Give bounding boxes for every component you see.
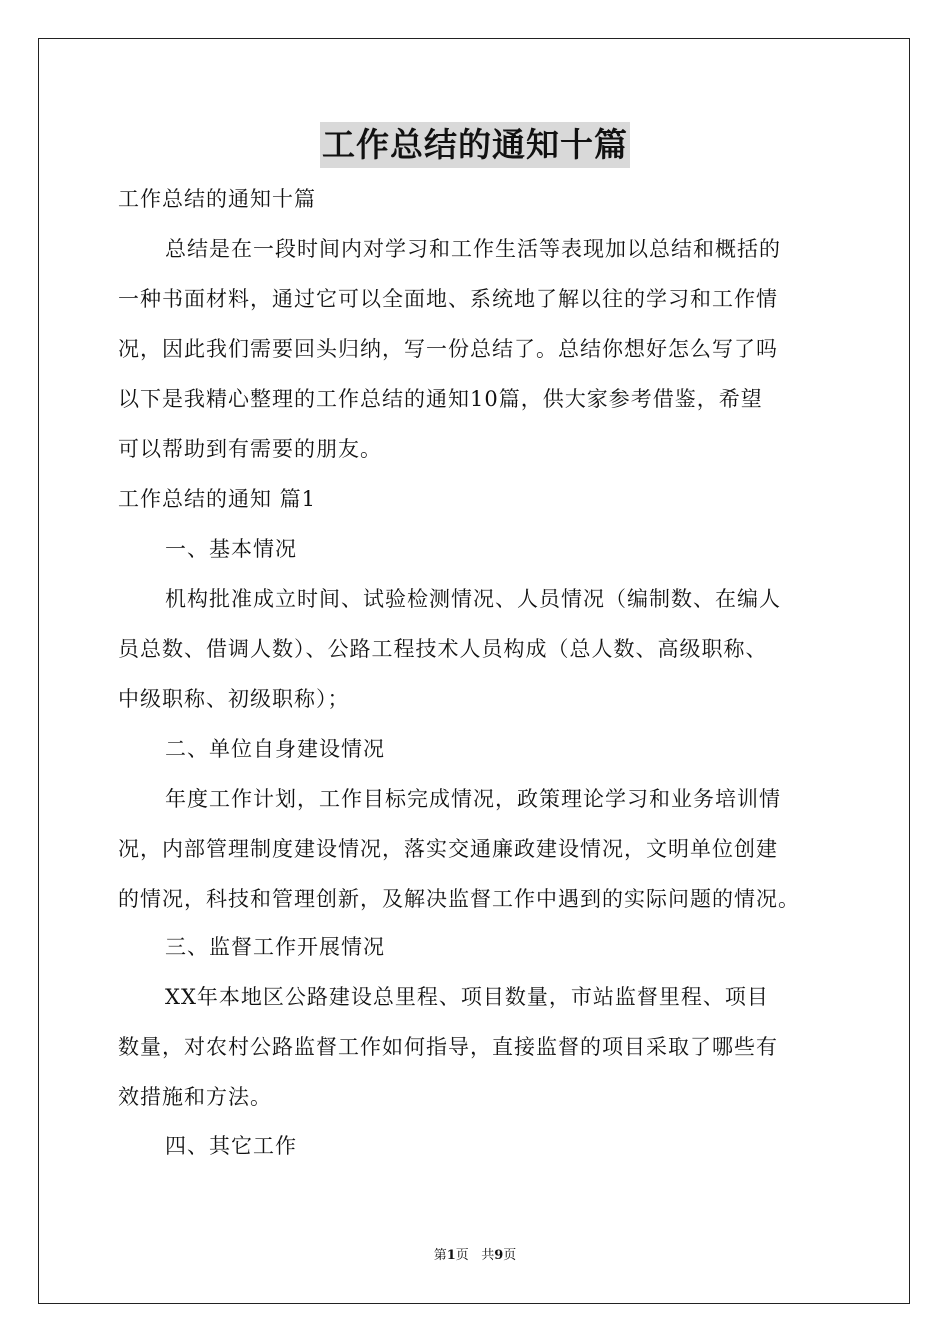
para-1-line-2: 员总数、借调人数）、公路工程技术人员构成（总人数、高级职称、	[118, 637, 768, 661]
heading-self-construction: 二、单位自身建设情况	[165, 737, 385, 761]
total-prefix: 共	[481, 1248, 495, 1263]
document-title: 工作总结的通知十篇	[320, 122, 630, 168]
para-3-line-1: XX年本地区公路建设总里程、项目数量，市站监督里程、项目	[165, 985, 769, 1009]
heading-basic-situation: 一、基本情况	[165, 537, 297, 561]
para-3-line-3: 效措施和方法。	[118, 1085, 272, 1109]
intro-line-3: 况，因此我们需要回头归纳，写一份总结了。总结你想好怎么写了吗	[118, 337, 778, 361]
intro-line-4: 以下是我精心整理的工作总结的通知10篇，供大家参考借鉴，希望	[118, 387, 763, 411]
page-number: 1	[446, 1248, 456, 1263]
para-1-line-3: 中级职称、初级职称）；	[118, 687, 350, 711]
title-container	[0, 122, 950, 168]
para-3-line-2: 数量，对农村公路监督工作如何指导，直接监督的项目采取了哪些有	[118, 1035, 778, 1059]
page-suffix: 页	[455, 1248, 469, 1263]
para-2-line-1: 年度工作计划，工作目标完成情况，政策理论学习和业务培训情	[165, 787, 781, 811]
para-2-line-2: 况，内部管理制度建设情况，落实交通廉政建设情况，文明单位创建	[118, 837, 778, 861]
para-2-line-3: 的情况，科技和管理创新，及解决监督工作中遇到的实际问题的情况。	[118, 887, 800, 911]
section-heading: 工作总结的通知 篇1	[118, 487, 317, 511]
total-suffix: 页	[503, 1248, 517, 1263]
intro-line-1: 总结是在一段时间内对学习和工作生活等表现加以总结和概括的	[165, 237, 781, 261]
total-pages: 9	[494, 1248, 504, 1263]
page-border	[38, 38, 910, 1304]
page-prefix: 第	[433, 1248, 447, 1263]
heading-supervision-work: 三、监督工作开展情况	[165, 935, 385, 959]
intro-line-5: 可以帮助到有需要的朋友。	[118, 437, 382, 461]
document-subtitle: 工作总结的通知十篇	[118, 187, 316, 211]
para-1-line-1: 机构批准成立时间、试验检测情况、人员情况（编制数、在编人	[165, 587, 781, 611]
heading-other-work: 四、其它工作	[165, 1134, 297, 1158]
page-footer	[0, 1247, 950, 1265]
intro-line-2: 一种书面材料，通过它可以全面地、系统地了解以往的学习和工作情	[118, 287, 778, 311]
